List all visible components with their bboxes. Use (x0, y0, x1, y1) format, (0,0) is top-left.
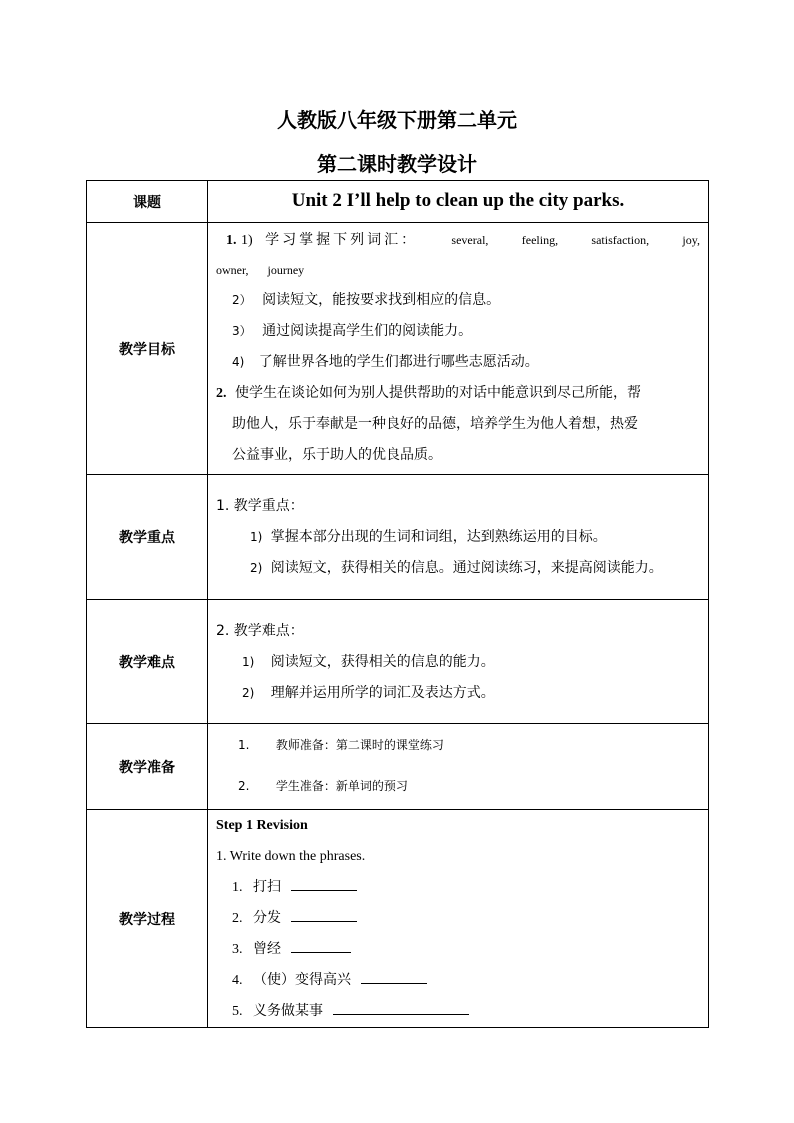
goal-sub-1: 1) (240, 233, 253, 248)
vocab-word: feeling, (521, 233, 559, 247)
goal-text-4: 了解世界各地的学生们都进行哪些志愿活动。 (258, 354, 539, 370)
goal-num-2: 2. (216, 386, 227, 401)
item-num: 3. (232, 942, 243, 957)
goal-line-1 (216, 225, 700, 256)
prep-cell (208, 724, 709, 810)
label-difficult: 教学难点 (87, 600, 208, 724)
item-num: 4. (232, 973, 243, 988)
vocab-word: journey (267, 263, 305, 277)
difficult-point-1 (216, 647, 700, 678)
prep-item-num: 1. (238, 738, 250, 752)
item-num: 5. (232, 1004, 243, 1019)
difficult-point-num: 2) (242, 686, 255, 700)
key-point-num: 2) (250, 561, 263, 575)
item-text: 义务做某事 (252, 1003, 323, 1019)
table-row-key (87, 475, 709, 600)
difficult-point-num: 1) (242, 655, 255, 669)
goal-line-2 (216, 285, 700, 316)
vocab-word: several, (451, 233, 489, 247)
goal-line-7: 公益事业，乐于助人的优良品质。 (232, 447, 442, 463)
document-subtitle: 第二课时教学设计 (317, 152, 477, 176)
prep-item-num: 2. (238, 779, 250, 793)
difficult-cell (208, 600, 709, 724)
vocab-word: owner, (216, 263, 249, 277)
goal-text-5: 使学生在谈论如何为别人提供帮助的对话中能意识到尽己所能，帮 (234, 385, 641, 401)
key-point-1 (216, 522, 700, 553)
table-row-goals (87, 223, 709, 475)
answer-blank[interactable] (361, 969, 427, 984)
list-item (216, 996, 700, 1027)
vocab-word: satisfaction, (591, 233, 650, 247)
goal-line-4 (216, 347, 700, 378)
table-row-prep (87, 724, 709, 810)
answer-blank[interactable] (291, 938, 351, 953)
item-text: 打扫 (252, 879, 281, 895)
goal-sub-3: 3） (232, 324, 252, 338)
goal-num-1: 1. (226, 233, 237, 248)
answer-blank[interactable] (333, 1000, 469, 1015)
item-text: 分发 (252, 910, 281, 926)
goal-line-6: 助他人，乐于奉献是一种良好的品德，培养学生为他人着想，热爱 (232, 416, 638, 432)
process-cell (208, 810, 709, 1028)
key-heading: 1. 教学重点： (216, 498, 304, 514)
list-item (216, 872, 700, 903)
prep-item-text: 教师准备：第二课时的课堂练习 (275, 738, 444, 752)
answer-blank[interactable] (291, 907, 357, 922)
goal-line-vocab-2 (216, 256, 700, 285)
key-point-text: 阅读短文，获得相关的信息。通过阅读练习，来提高阅读能力。 (270, 560, 663, 576)
list-item (216, 934, 700, 965)
item-num: 2. (232, 911, 243, 926)
item-num: 1. (232, 880, 243, 895)
topic-value: Unit 2 I’ll help to clean up the city parks. (291, 190, 625, 211)
label-prep: 教学准备 (87, 724, 208, 810)
label-key: 教学重点 (87, 475, 208, 600)
key-point-num: 1) (250, 530, 263, 544)
item-text: 曾经 (252, 941, 281, 957)
lesson-plan-table (86, 180, 709, 1028)
topic-value-cell (208, 181, 709, 223)
difficult-point-text: 理解并运用所学的词汇及表达方式。 (270, 685, 495, 701)
label-process: 教学过程 (87, 810, 208, 1028)
answer-blank[interactable] (291, 876, 357, 891)
key-point-2 (216, 553, 700, 584)
list-item (216, 965, 700, 996)
goal-line-3 (216, 316, 700, 347)
label-topic: 课题 (87, 181, 208, 223)
table-row-difficult (87, 600, 709, 724)
difficult-point-text: 阅读短文，获得相关的信息的能力。 (270, 654, 495, 670)
table-row-process (87, 810, 709, 1028)
prep-item-2 (216, 771, 700, 802)
goals-cell (208, 223, 709, 475)
list-item (216, 903, 700, 934)
document-title: 人教版八年级下册第二单元 (277, 108, 517, 132)
prep-item-1 (216, 730, 700, 761)
process-instruction: 1. Write down the phrases. (216, 849, 366, 864)
table-row-topic (87, 181, 709, 223)
difficult-heading: 2. 教学难点： (216, 623, 304, 639)
key-point-text: 掌握本部分出现的生词和词组，达到熟练运用的目标。 (270, 529, 607, 545)
label-goals: 教学目标 (87, 223, 208, 475)
prep-item-text: 学生准备：新单词的预习 (275, 779, 408, 793)
goal-text-2: 阅读短文，能按要求找到相应的信息。 (262, 292, 501, 308)
process-step-heading: Step 1 Revision (216, 818, 308, 833)
goal-line-5 (216, 378, 700, 409)
goal-text-3: 通过阅读提高学生们的阅读能力。 (262, 323, 473, 339)
key-cell (208, 475, 709, 600)
difficult-point-2 (216, 678, 700, 709)
goal-text-1: 学习掌握下列词汇： (265, 232, 419, 248)
goal-sub-2: 2） (232, 293, 252, 307)
vocab-word: joy, (682, 233, 700, 247)
item-text: （使）变得高兴 (252, 972, 351, 988)
goal-sub-4: 4) (232, 355, 245, 369)
